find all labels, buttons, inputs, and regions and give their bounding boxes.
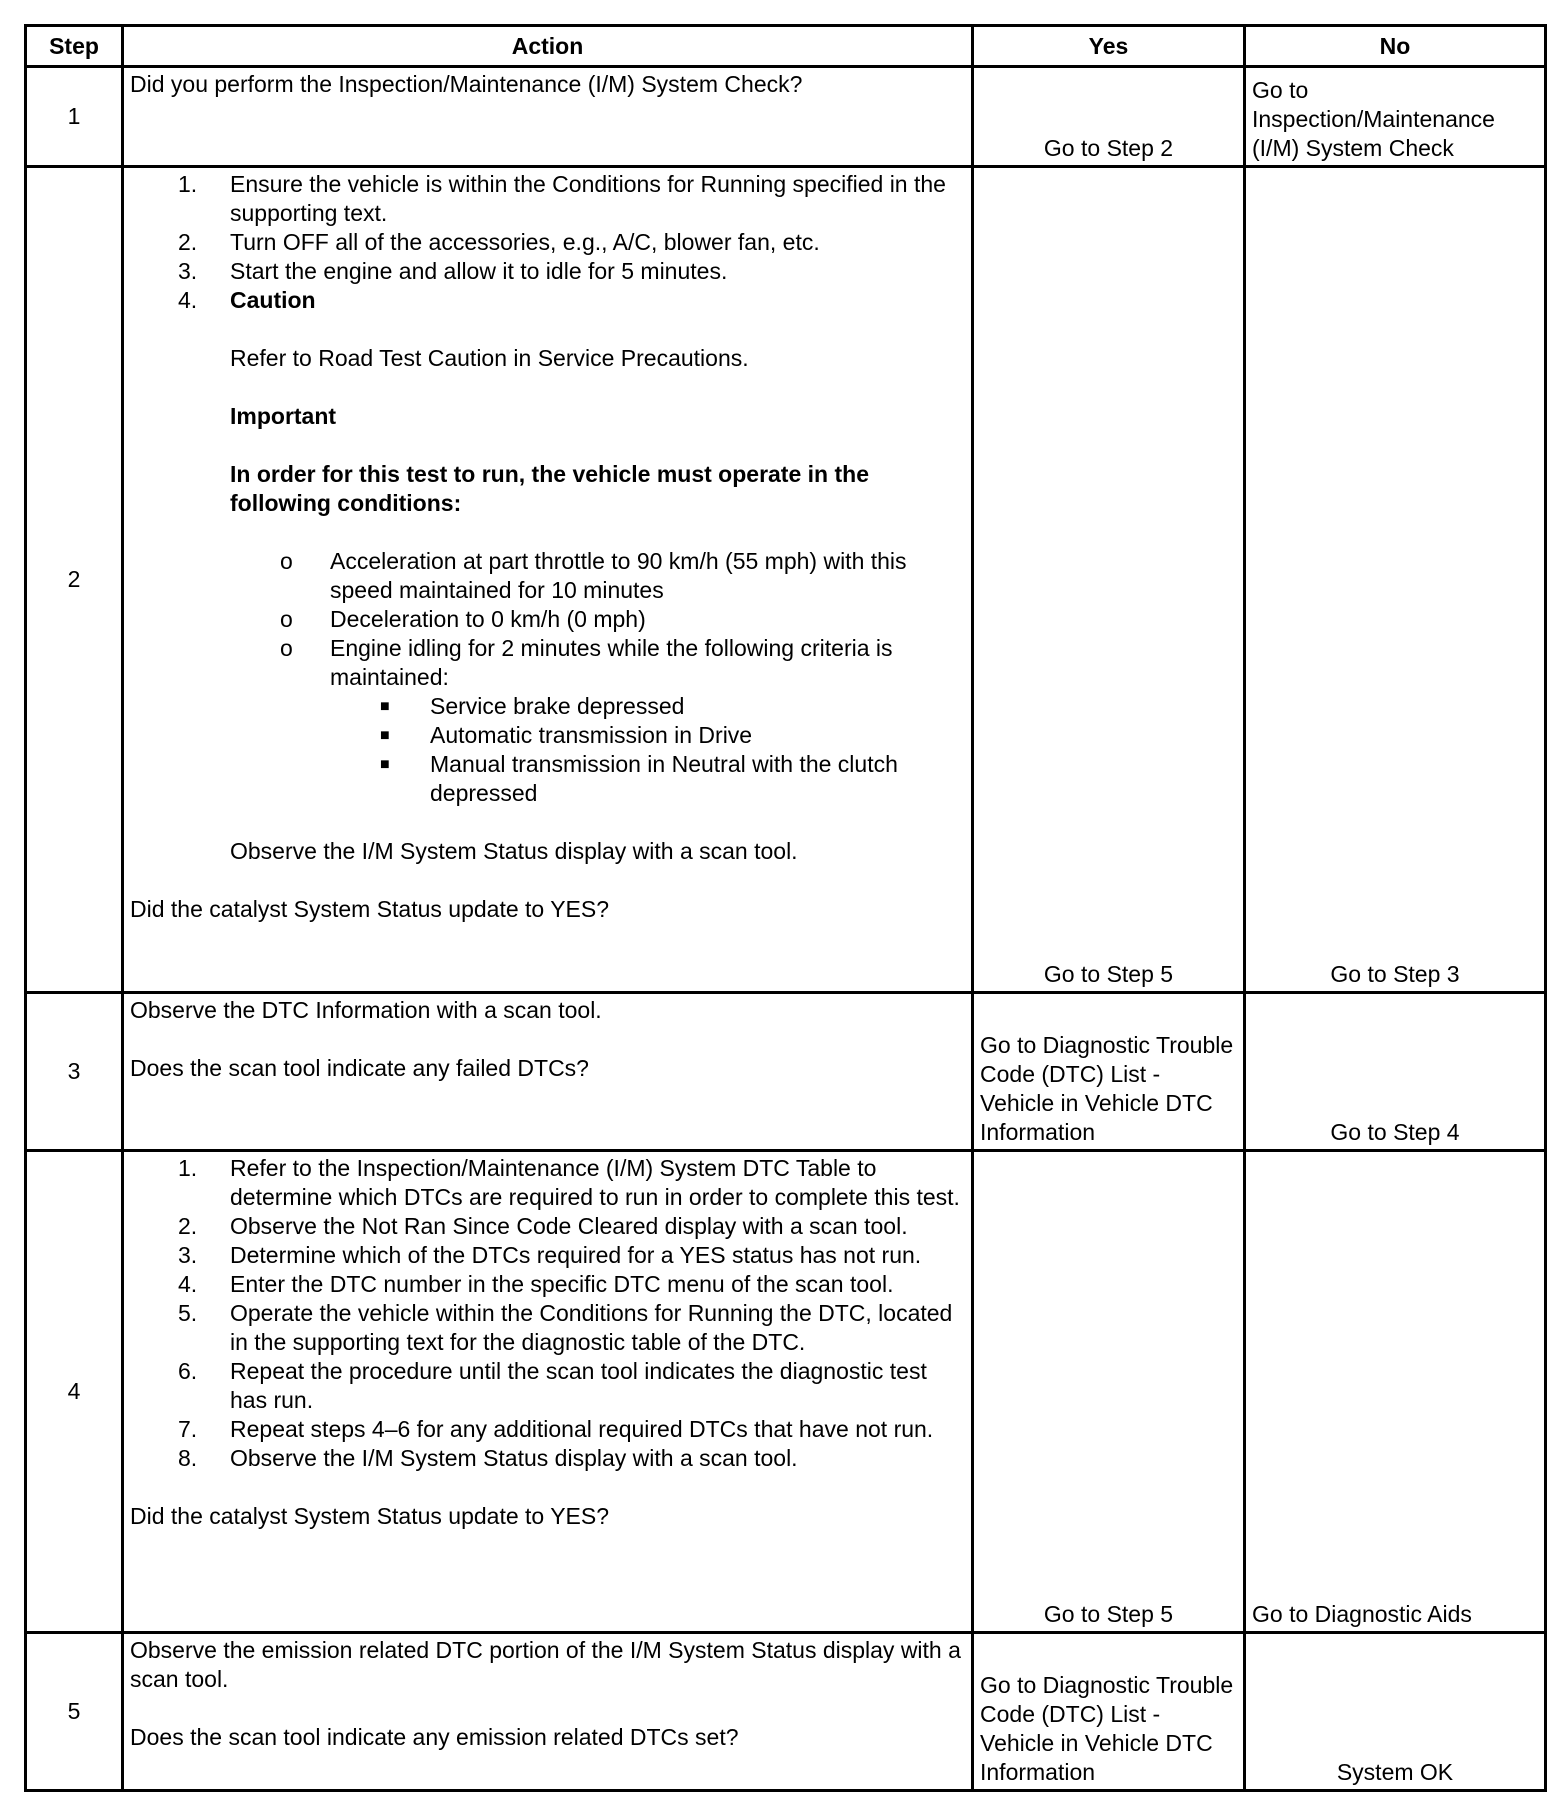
bullet-marker: o xyxy=(280,548,293,574)
question-text: Did the catalyst System Status update to YES? xyxy=(130,1503,610,1529)
criteria-text: Manual transmission in Neutral with the clutch depressed xyxy=(430,751,898,806)
list-item xyxy=(130,1212,967,1241)
header-step: Step xyxy=(26,26,123,67)
action-cell xyxy=(123,993,973,1151)
yes-cell xyxy=(973,993,1245,1151)
observe-text: Observe the I/M System Status display with a scan tool. xyxy=(230,838,798,864)
criteria-text: Automatic transmission in Drive xyxy=(430,722,753,748)
yes-cell xyxy=(973,67,1245,167)
item-text: Ensure the vehicle is within the Conditions for Running specified in the supporting text. xyxy=(230,171,946,226)
step-number: 2 xyxy=(26,167,123,993)
item-text: Refer to the Inspection/Maintenance (I/M) System DTC Table to determine which DTCs are required to run in order to complete this test. xyxy=(230,1155,960,1210)
procedure-list xyxy=(130,1154,967,1473)
header-no: No xyxy=(1245,26,1546,67)
observe-text: Observe the DTC Information with a scan tool. xyxy=(130,997,602,1023)
item-text: Repeat steps 4–6 for any additional required DTCs that have not run. xyxy=(230,1416,934,1442)
table-row-step-4 xyxy=(26,1151,1546,1633)
item-text: Observe the I/M System Status display with a scan tool. xyxy=(230,1445,798,1471)
item-number: 2. xyxy=(178,1213,198,1239)
criteria-text: Service brake depressed xyxy=(430,693,685,719)
bullet-marker: ■ xyxy=(380,727,390,744)
list-item xyxy=(130,286,967,315)
step-number: 3 xyxy=(26,993,123,1151)
bullet-marker: o xyxy=(280,606,293,632)
procedure-list xyxy=(130,170,967,315)
action-cell xyxy=(123,167,973,993)
caution-label: Caution xyxy=(230,287,316,313)
step-number: 1 xyxy=(26,67,123,167)
item-number: 6. xyxy=(178,1358,198,1384)
bullet-marker: o xyxy=(280,635,293,661)
list-item xyxy=(130,228,967,257)
no-cell xyxy=(1245,1151,1546,1633)
action-cell xyxy=(123,1633,973,1791)
item-number: 3. xyxy=(178,258,198,284)
no-outcome: Go to Step 4 xyxy=(1330,1119,1460,1145)
action-cell xyxy=(123,1151,973,1633)
condition-text: Acceleration at part throttle to 90 km/h (55 mph) with this speed maintained for 10 minutes xyxy=(330,548,907,603)
yes-cell xyxy=(973,1633,1245,1791)
yes-outcome: Go to Step 5 xyxy=(1043,1601,1174,1627)
item-text: Turn OFF all of the accessories, e.g., A/C, blower fan, etc. xyxy=(230,229,820,255)
yes-outcome: Go to Diagnostic Trouble Code (DTC) List - Vehicle in Vehicle DTC Information xyxy=(980,1032,1234,1145)
item-number: 1. xyxy=(178,1155,198,1181)
important-text: In order for this test to run, the vehicle must operate in the following conditions: xyxy=(230,461,869,516)
list-item xyxy=(130,634,967,808)
no-outcome: Go to Step 3 xyxy=(1330,961,1460,987)
step-number: 5 xyxy=(26,1633,123,1791)
no-outcome: Go to Inspection/Maintenance (I/M) System Check xyxy=(1252,77,1495,161)
item-number: 4. xyxy=(178,1271,198,1297)
observe-text: Observe the emission related DTC portion of the I/M System Status display with a scan tool. xyxy=(130,1637,961,1692)
no-outcome: System OK xyxy=(1336,1759,1454,1785)
caution-text: Refer to Road Test Caution in Service Precautions. xyxy=(230,345,749,371)
item-number: 2. xyxy=(178,229,198,255)
item-number: 4. xyxy=(178,287,198,313)
list-item xyxy=(130,257,967,286)
action-cell xyxy=(123,67,973,167)
yes-outcome: Go to Step 5 xyxy=(1043,961,1174,987)
table-row-step-1 xyxy=(26,67,1546,167)
question-text: Does the scan tool indicate any emission related DTCs set? xyxy=(130,1724,739,1750)
list-item xyxy=(130,1415,967,1444)
question-text: Did the catalyst System Status update to YES? xyxy=(130,896,610,922)
item-text: Observe the Not Ran Since Code Cleared display with a scan tool. xyxy=(230,1213,908,1239)
condition-text: Deceleration to 0 km/h (0 mph) xyxy=(330,606,646,632)
table-row-step-2 xyxy=(26,167,1546,993)
item-text: Operate the vehicle within the Conditions for Running the DTC, located in the supporting text for the diagnostic table of the DTC. xyxy=(230,1300,953,1355)
yes-cell xyxy=(973,1151,1245,1633)
no-outcome: Go to Diagnostic Aids xyxy=(1252,1601,1472,1627)
condition-text: Engine idling for 2 minutes while the following criteria is maintained: xyxy=(330,635,893,690)
list-item xyxy=(130,1444,967,1473)
bullet-marker: ■ xyxy=(380,698,390,715)
no-cell xyxy=(1245,167,1546,993)
question-text: Does the scan tool indicate any failed DTCs? xyxy=(130,1055,589,1081)
criteria-list xyxy=(130,692,967,808)
header-action: Action xyxy=(123,26,973,67)
list-item xyxy=(130,750,967,808)
list-item xyxy=(130,692,967,721)
header-row xyxy=(26,26,1546,67)
item-number: 5. xyxy=(178,1300,198,1326)
item-text: Determine which of the DTCs required for a YES status has not run. xyxy=(230,1242,922,1268)
no-cell xyxy=(1245,67,1546,167)
yes-outcome: Go to Diagnostic Trouble Code (DTC) List - Vehicle in Vehicle DTC Information xyxy=(980,1672,1234,1785)
list-item xyxy=(130,1357,967,1415)
list-item xyxy=(130,547,967,605)
conditions-list xyxy=(130,547,967,808)
list-item xyxy=(130,1270,967,1299)
list-item xyxy=(130,605,967,634)
list-item xyxy=(130,1299,967,1357)
item-text: Repeat the procedure until the scan tool indicates the diagnostic test has run. xyxy=(230,1358,927,1413)
question-text: Did you perform the Inspection/Maintenance (I/M) System Check? xyxy=(130,71,803,97)
step-number: 4 xyxy=(26,1151,123,1633)
item-number: 8. xyxy=(178,1445,198,1471)
bullet-marker: ■ xyxy=(380,756,390,773)
item-text: Start the engine and allow it to idle for 5 minutes. xyxy=(230,258,728,284)
list-item xyxy=(130,170,967,228)
list-item xyxy=(130,721,967,750)
item-number: 1. xyxy=(178,171,198,197)
yes-outcome: Go to Step 2 xyxy=(1043,135,1174,161)
list-item xyxy=(130,1154,967,1212)
list-item xyxy=(130,1241,967,1270)
important-label: Important xyxy=(230,403,337,429)
item-number: 3. xyxy=(178,1242,198,1268)
item-number: 7. xyxy=(178,1416,198,1442)
diagnostic-table xyxy=(24,24,1547,1792)
no-cell xyxy=(1245,1633,1546,1791)
no-cell xyxy=(1245,993,1546,1151)
yes-cell xyxy=(973,167,1245,993)
table-row-step-5 xyxy=(26,1633,1546,1791)
table-row-step-3 xyxy=(26,993,1546,1151)
header-yes: Yes xyxy=(973,26,1245,67)
item-text: Enter the DTC number in the specific DTC menu of the scan tool. xyxy=(230,1271,894,1297)
